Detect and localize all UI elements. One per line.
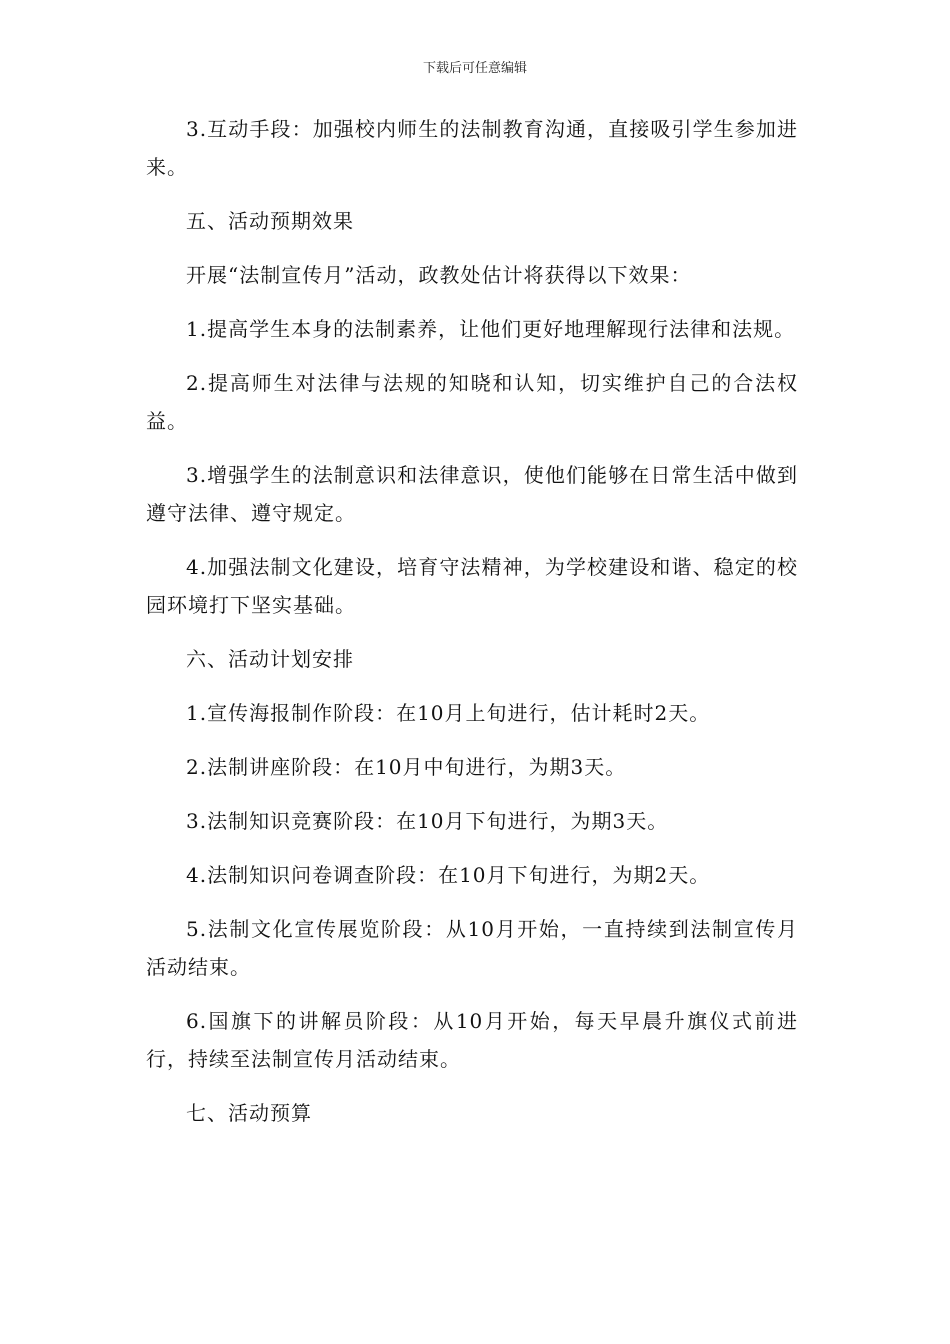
- paragraph-schedule-5: 5.法制文化宣传展览阶段：从10月开始，一直持续到法制宣传月活动结束。: [146, 917, 798, 979]
- paragraph-schedule-3: 3.法制知识竞赛阶段：在10月下旬进行，为期3天。: [186, 809, 669, 833]
- paragraph-effect-1: 1.提高学生本身的法制素养，让他们更好地理解现行法律和法规。: [186, 317, 796, 341]
- paragraph-effect-4: 4.加强法制文化建设，培育守法精神，为学校建设和谐、稳定的校园环境打下坚实基础。: [146, 555, 798, 617]
- section-heading-schedule: 六、活动计划安排: [186, 647, 354, 671]
- paragraph-schedule-6: 6.国旗下的讲解员阶段：从10月开始，每天早晨升旗仪式前进行，持续至法制宣传月活动结束。: [146, 1009, 798, 1071]
- paragraph-schedule-2: 2.法制讲座阶段：在10月中旬进行，为期3天。: [186, 755, 627, 779]
- paragraph-schedule-4: 4.法制知识问卷调查阶段：在10月下旬进行，为期2天。: [186, 863, 711, 887]
- section-heading-budget: 七、活动预算: [186, 1101, 312, 1125]
- document-body: [146, 110, 798, 1148]
- paragraph-effect-2: 2.提高师生对法律与法规的知晓和认知，切实维护自己的合法权益。: [146, 371, 798, 433]
- paragraph-effects-intro: 开展“法制宣传月”活动，政教处估计将获得以下效果：: [186, 263, 692, 287]
- paragraph-schedule-1: 1.宣传海报制作阶段：在10月上旬进行，估计耗时2天。: [186, 701, 711, 725]
- section-heading-expected-effects: 五、活动预期效果: [186, 209, 354, 233]
- header-note: 下载后可任意编辑: [422, 61, 527, 76]
- paragraph-effect-3: 3.增强学生的法制意识和法律意识，使他们能够在日常生活中做到遵守法律、遵守规定。: [146, 463, 798, 525]
- paragraph-interaction-method: 3.互动手段：加强校内师生的法制教育沟通，直接吸引学生参加进来。: [146, 117, 798, 179]
